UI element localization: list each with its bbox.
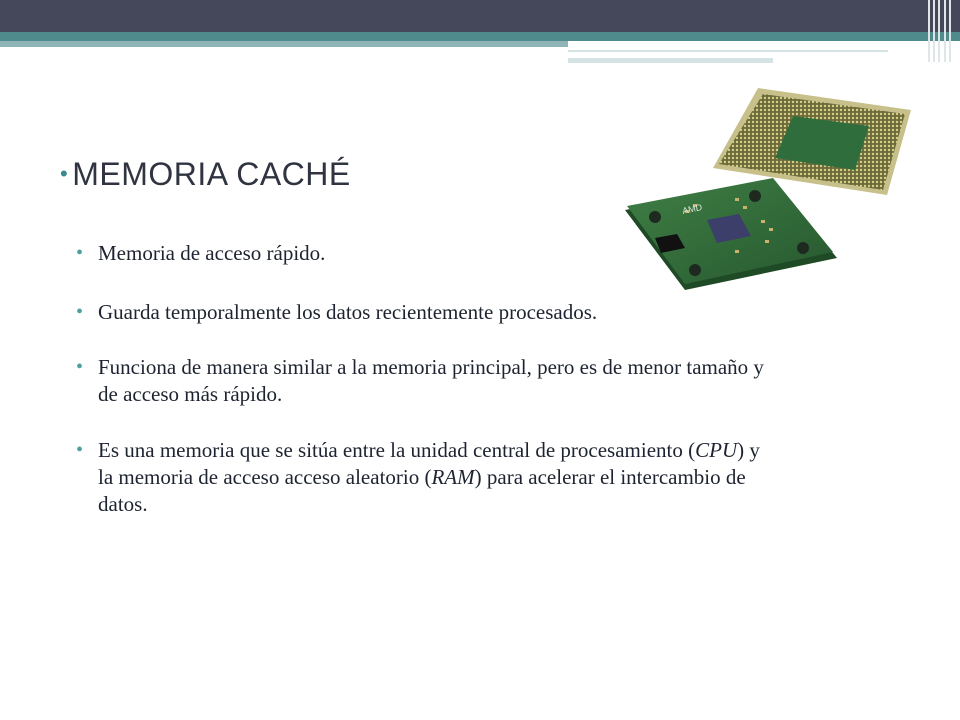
bullet-item (74, 354, 774, 408)
bullet-item (74, 437, 774, 518)
bullet-text: Guarda temporalmente los datos recientemente procesados. (98, 300, 598, 324)
bullet-text: Memoria de acceso rápido. (98, 241, 326, 265)
bullet-text: ) para acelerar el intercambio de datos. (98, 465, 746, 516)
header-thin-line-2 (568, 58, 773, 63)
title-bullet-icon: • (60, 161, 69, 186)
bullet-text: Funciona de manera similar a la memoria principal, pero es de menor tamaño y de acceso más rápido. (98, 355, 764, 406)
header-thin-line (568, 50, 888, 52)
header-accent-bar (0, 32, 960, 41)
header-light-bar (0, 41, 568, 47)
bullet-em-ram: RAM (431, 465, 475, 489)
header-stripes (928, 0, 952, 62)
header-bar (0, 0, 960, 32)
bullet-text: ) y la memoria de acceso acceso aleatorio ( (98, 438, 760, 489)
cpu-chip-image (615, 80, 915, 305)
bullet-em-cpu: CPU (695, 438, 738, 462)
bullet-text: Es una memoria que se sitúa entre la unidad central de procesamiento ( (98, 438, 696, 462)
slide-title (60, 156, 351, 193)
chip-label: AMD (681, 202, 703, 216)
slide-title-text: MEMORIA CACHÉ (72, 156, 351, 192)
